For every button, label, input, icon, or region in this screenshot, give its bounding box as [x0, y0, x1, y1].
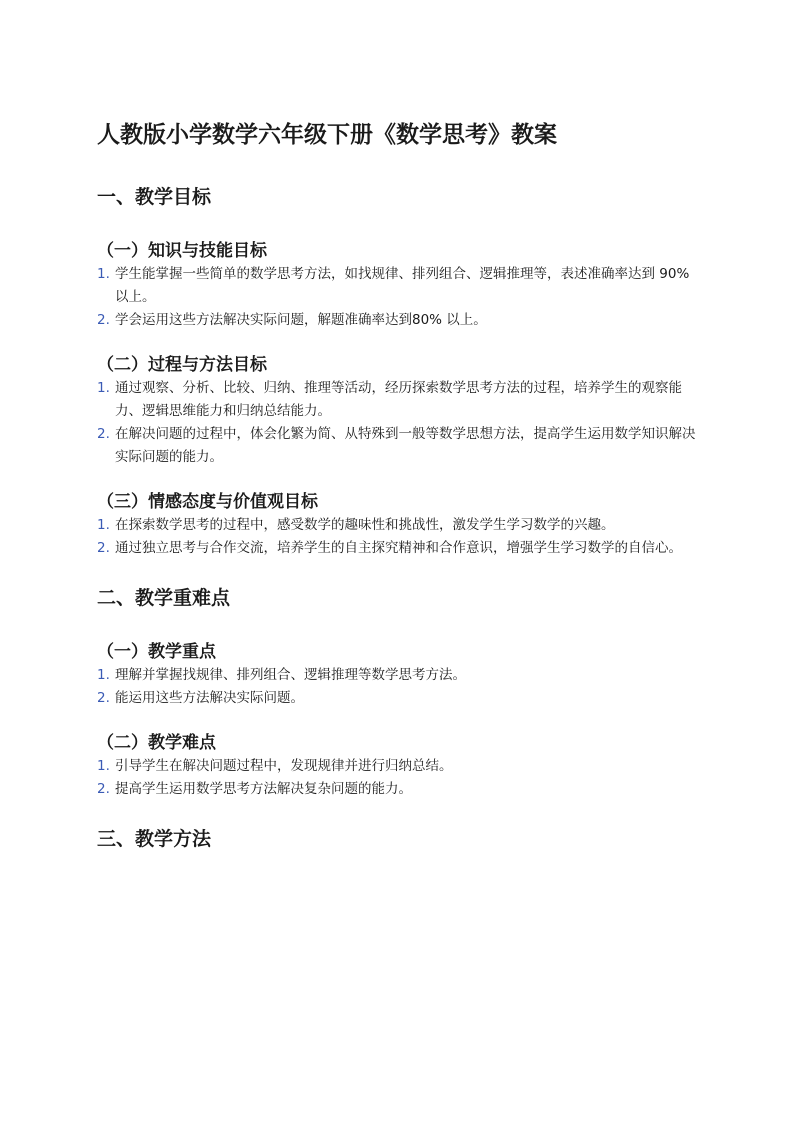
list-item — [97, 755, 697, 778]
list-item — [97, 423, 697, 469]
subsection-heading-key-points: （一）教学重点 — [97, 642, 216, 662]
subsection-heading-difficult-points: （二）教学难点 — [97, 733, 216, 753]
subsection-heading-attitudes-values: （三）情感态度与价值观目标 — [97, 492, 318, 512]
list-item-number: 1. — [97, 266, 110, 282]
list-item-text: 在探索数学思考的过程中，感受数学的趣味性和挑战性，激发学生学习数学的兴趣。 — [115, 517, 615, 533]
section-heading-teaching-methods: 三、教学方法 — [97, 828, 212, 850]
document-title: 人教版小学数学六年级下册《数学思考》教案 — [97, 122, 557, 148]
list-item-text: 理解并掌握找规律、排列组合、逻辑推理等数学思考方法。 — [115, 667, 466, 683]
list-difficult-points — [97, 755, 697, 801]
list-item — [97, 309, 697, 332]
list-item-text: 学会运用这些方法解决实际问题，解题准确率达到80% 以上。 — [115, 312, 487, 328]
list-item-number: 2. — [97, 312, 110, 328]
list-item-number: 2. — [97, 426, 110, 442]
list-item-text: 通过独立思考与合作交流，培养学生的自主探究精神和合作意识，增强学生学习数学的自信心。 — [115, 540, 682, 556]
subsection-heading-process-methods: （二）过程与方法目标 — [97, 355, 267, 375]
list-item-number: 2. — [97, 540, 110, 556]
list-item-number: 1. — [97, 380, 110, 396]
list-item — [97, 687, 697, 710]
list-item-text: 在解决问题的过程中，体会化繁为简、从特殊到一般等数学思想方法，提高学生运用数学知识解决实际问题的能力。 — [115, 426, 696, 465]
list-item-number: 2. — [97, 690, 110, 706]
list-item-text: 能运用这些方法解决实际问题。 — [115, 690, 304, 706]
list-item-number: 1. — [97, 517, 110, 533]
section-heading-key-difficult-points: 二、教学重难点 — [97, 587, 231, 609]
section-heading-teaching-goals: 一、教学目标 — [97, 186, 212, 208]
list-attitudes-values — [97, 514, 697, 560]
list-item-number: 1. — [97, 758, 110, 774]
list-item-number: 1. — [97, 667, 110, 683]
list-item — [97, 514, 697, 537]
list-item — [97, 263, 697, 309]
list-item-text: 通过观察、分析、比较、归纳、推理等活动，经历探索数学思考方法的过程，培养学生的观察能力、逻辑思维能力和归纳总结能力。 — [115, 380, 682, 419]
list-item — [97, 664, 697, 687]
subsection-heading-knowledge-skills: （一）知识与技能目标 — [97, 241, 267, 261]
list-process-methods — [97, 377, 697, 469]
list-item-number: 2. — [97, 781, 110, 797]
list-item-text: 学生能掌握一些简单的数学思考方法，如找规律、排列组合、逻辑推理等，表述准确率达到 90% 以上。 — [115, 266, 690, 305]
list-item — [97, 377, 697, 423]
list-item — [97, 778, 697, 801]
list-item-text: 提高学生运用数学思考方法解决复杂问题的能力。 — [115, 781, 412, 797]
list-knowledge-skills — [97, 263, 697, 332]
list-item-text: 引导学生在解决问题过程中，发现规律并进行归纳总结。 — [115, 758, 453, 774]
list-item — [97, 537, 697, 560]
list-key-points — [97, 664, 697, 710]
